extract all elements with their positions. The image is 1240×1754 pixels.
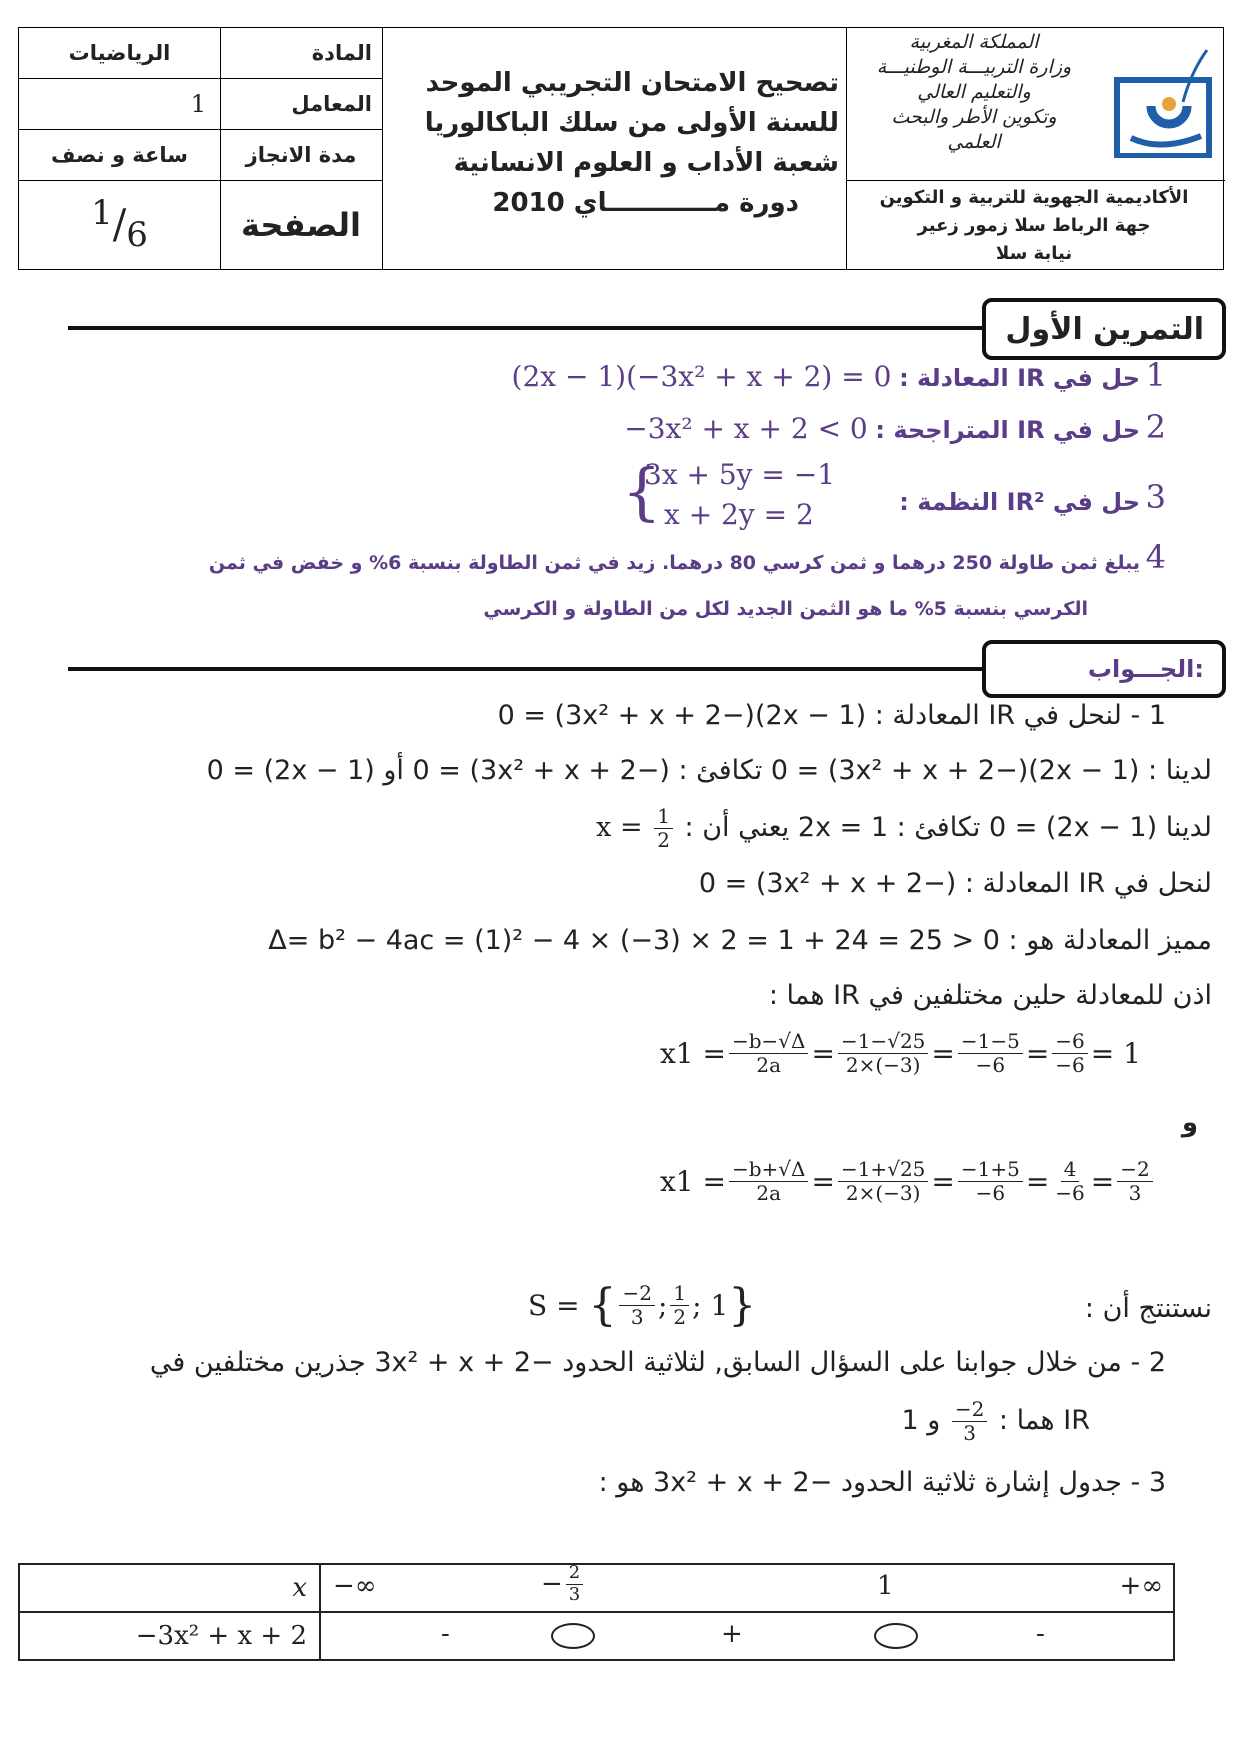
- header-table: [18, 27, 1224, 270]
- answer-1-line-3: [596, 805, 1212, 852]
- plus-infinity: +∞: [1119, 1571, 1163, 1601]
- coef-label: المعامل: [291, 91, 372, 116]
- root-one: 1: [877, 1571, 894, 1601]
- q4-line-2: الكرسي بنسبة 5% ما هو الثمن الجديد لكل من الطاولة و الكرسي: [483, 598, 1088, 620]
- page-label: الصفحة: [240, 206, 361, 244]
- q4-line-1: يبلغ ثمن طاولة 250 درهما و ثمن كرسي 80 درهما. زيد في ثمن الطاولة بنسبة 6% و خفض في ثمن: [208, 552, 1140, 574]
- answer-2-roots-label: IR هما :: [998, 1405, 1090, 1436]
- page-fraction: 1 / 6: [91, 193, 148, 255]
- section-rule: [68, 667, 988, 671]
- ministry-line: والتعليم العالي: [917, 81, 1031, 103]
- and-word: و: [1181, 1108, 1198, 1138]
- sign-negative: -: [441, 1619, 450, 1649]
- x-header: x: [19, 1564, 320, 1612]
- answer-2-line-2: IR هما : $\frac{-2}{3}$ و 1: [901, 1397, 1090, 1445]
- answer-1-line-4: لنحل في IR المعادلة : (−3x² + x + 2) = 0: [698, 868, 1212, 899]
- x2-formula: x1 = $\frac{-b+√\Delta}{2a}$ = $\frac{-1+√25}{2\times(-3)}$ = $\frac{-1+5}{-6}$ = $\frac{4}{-6}$ = $\frac{-2}{3}$: [660, 1158, 1156, 1205]
- title-line-1: تصحيح الامتحان التجريبي الموحد: [425, 68, 839, 98]
- answer-3-line-1: 3 - جدول إشارة ثلاثية الحدود −3x² + x + 2 هو :: [598, 1467, 1166, 1498]
- sign-table-row-x: [19, 1564, 1174, 1612]
- title-line-3: شعبة الأداب و العلوم الانسانية: [453, 148, 839, 178]
- exam-title: [389, 63, 839, 223]
- ministry-line: العلمي: [947, 131, 1001, 153]
- zero-circle-icon: [551, 1623, 595, 1649]
- academy-line: جهة الرباط سلا زمور زعير: [917, 215, 1151, 236]
- subject-label: المادة: [311, 41, 372, 65]
- academy-line: نيابة سلا: [995, 243, 1073, 264]
- sign-table: [18, 1563, 1175, 1661]
- duration-label: مدة الانجاز: [245, 142, 357, 167]
- coef-value: 1: [190, 89, 206, 118]
- x-half: x = $\frac{1}{2}$: [596, 805, 676, 852]
- solution-set: S = { $\frac{-2}{3}$ ; $\frac{1}{2}$ ; 1 }: [528, 1280, 757, 1331]
- q1-text: حل في IR المعادلة :: [899, 364, 1140, 392]
- academy-line: الأكاديمية الجهوية للتربية و التكوين: [879, 187, 1189, 208]
- root-neg-two-thirds: − $\frac{2}{3}$: [541, 1563, 586, 1605]
- q1-number: 1: [1145, 356, 1166, 394]
- answer-2-second-root: و 1: [901, 1405, 941, 1436]
- answer-1-line-1: 1 - لنحل في IR المعادلة : (2x − 1)(−3x² + x + 2) = 0: [497, 700, 1166, 731]
- x1-formula: x1 = $\frac{-b-√\Delta}{2a}$ = $\frac{-1-√25}{2\times(-3)}$ = $\frac{-1-5}{-6}$ = $\frac{-6}{-6}$ = 1: [660, 1029, 1141, 1077]
- q1-equation: (2x − 1)(−3x² + x + 2) = 0: [511, 360, 892, 393]
- q3-system: { 3x + 5y = −1 x + 2y = 2: [622, 455, 835, 535]
- answer-1-line-6: اذن للمعادلة حلين مختلفين في IR هما :: [768, 980, 1212, 1011]
- title-line-2: للسنة الأولى من سلك الباكالوريا: [424, 108, 839, 138]
- answer-2-line-1: 2 - من خلال جوابنا على السؤال السابق, لثلاثية الحدود −3x² + x + 2 جذرين مختلفين في: [149, 1347, 1166, 1378]
- duration-value: ساعة و نصف: [51, 142, 188, 167]
- sign-positive: +: [721, 1619, 743, 1649]
- q2-number: 2: [1145, 408, 1166, 446]
- conclude-text: نستنتج أن :: [1084, 1293, 1212, 1324]
- sign-negative: -: [1036, 1619, 1045, 1649]
- q2-text: حل في IR المتراجحة :: [875, 416, 1140, 444]
- subject-value: الرياضيات: [68, 41, 171, 65]
- x-values: [320, 1564, 1174, 1612]
- ministry-line: وزارة التربيـــة الوطنيـــة: [876, 56, 1072, 78]
- q4-number: 4: [1145, 538, 1166, 576]
- answer-1-line-2: لدينا : (2x − 1)(−3x² + x + 2) = 0 تكافئ : (−3x² + x + 2) = 0 أو (2x − 1) = 0: [206, 755, 1212, 786]
- section-rule: [68, 326, 988, 330]
- ministry-line: وتكوين الأطر والبحث: [891, 106, 1057, 128]
- answer-1-line-5: مميز المعادلة هو : Δ= b² − 4ac = (1)² − 4 × (−3) × 2 = 1 + 24 = 25 > 0: [268, 925, 1212, 956]
- expr-header: −3x² + x + 2: [19, 1612, 320, 1660]
- zero-circle-icon: [874, 1623, 918, 1649]
- question-1: [512, 360, 1140, 393]
- question-2: [624, 412, 1140, 445]
- kingdom-line: المملكة المغربية: [909, 31, 1039, 53]
- q3-equation-1: 3x + 5y = −1: [644, 458, 836, 491]
- sign-table-row-expr: [19, 1612, 1174, 1660]
- q3-equation-2: x + 2y = 2: [664, 498, 814, 531]
- ministry-logo-icon: [1111, 46, 1215, 158]
- q3-number: 3: [1145, 478, 1166, 516]
- q2-inequality: −3x² + x + 2 < 0: [624, 412, 868, 445]
- title-line-4: دورة مــــــــــــاي 2010: [492, 188, 799, 218]
- sign-values: [320, 1612, 1174, 1660]
- answer-title: الجـــواب:: [982, 640, 1226, 698]
- minus-infinity: −∞: [333, 1571, 377, 1601]
- exercise-title: التمرين الأول: [982, 298, 1226, 360]
- answer-1-line-3-text: لدينا (2x − 1) = 0 تكافئ : 2x = 1 يعني أن :: [684, 812, 1212, 843]
- q3-text: حل في IR² النظمة :: [899, 488, 1140, 516]
- academy-block: [849, 184, 1219, 268]
- ministry-block: [849, 30, 1099, 155]
